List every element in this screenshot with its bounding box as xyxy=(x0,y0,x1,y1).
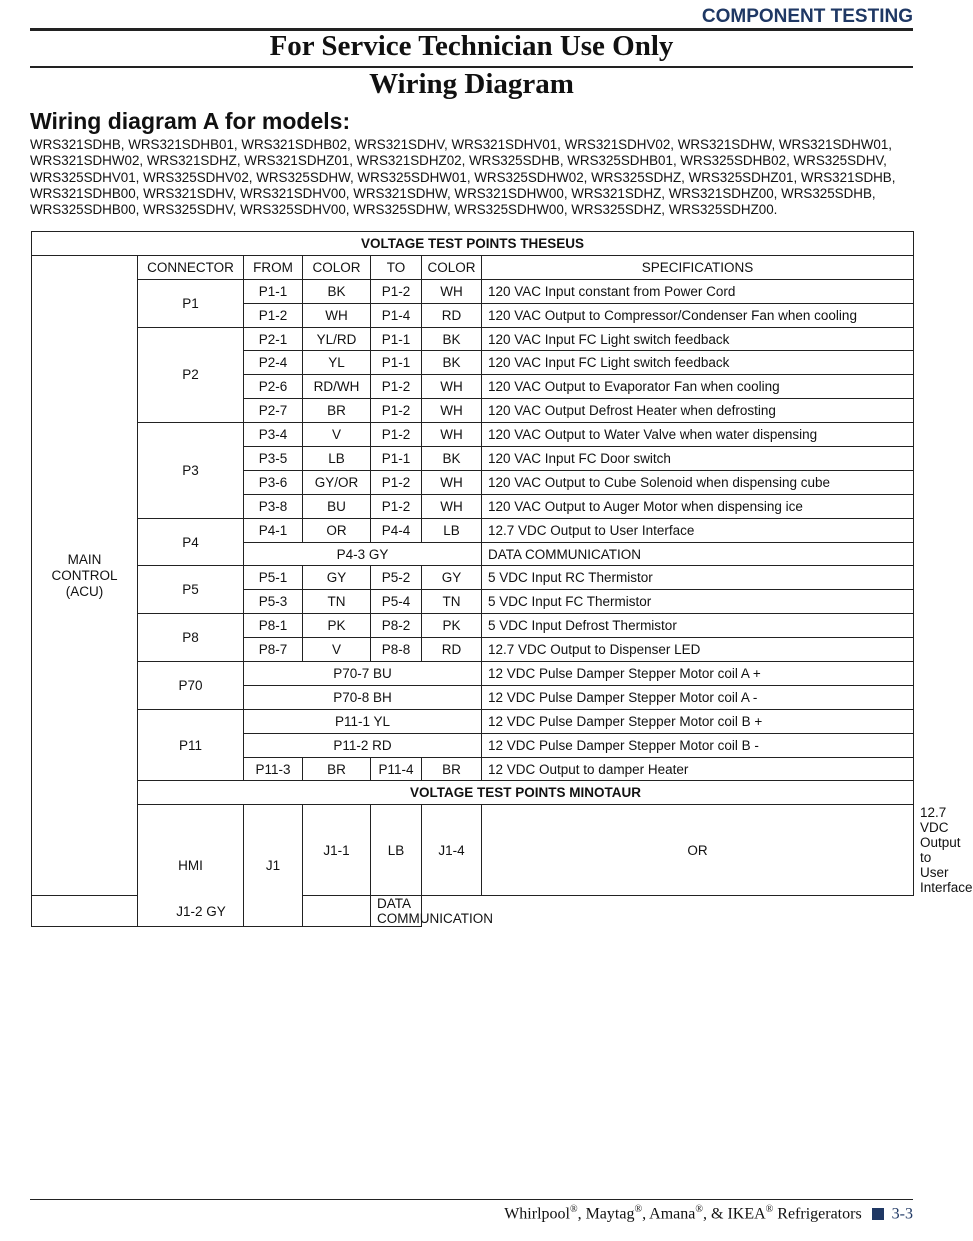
footer-brand-whirlpool: Whirlpool xyxy=(504,1205,570,1223)
color-cell: BR xyxy=(303,757,371,781)
color-cell: GY xyxy=(303,566,371,590)
spec-cell: 120 VAC Output to Cube Solenoid when dispensing cube xyxy=(482,470,914,494)
table-row xyxy=(32,709,914,733)
spec-cell: 120 VAC Output to Compressor/Condenser Fan when cooling xyxy=(482,303,914,327)
spec-cell: 12.7 VDC Output to User Interface xyxy=(482,518,914,542)
merged-pin-cell: P4-3 GY xyxy=(244,542,482,566)
spec-cell: 12 VDC Pulse Damper Stepper Motor coil A - xyxy=(482,685,914,709)
registered-mark: ® xyxy=(634,1204,643,1215)
connector-cell: P1 xyxy=(138,279,244,327)
color-cell: BR xyxy=(422,757,482,781)
color-cell: BK xyxy=(422,447,482,471)
color-cell: BU xyxy=(303,494,371,518)
page-title: For Service Technician Use Only xyxy=(269,30,674,62)
color-cell: V xyxy=(303,423,371,447)
spec-cell: 12 VDC Output to damper Heater xyxy=(482,757,914,781)
column-header-color: COLOR xyxy=(303,255,371,279)
spec-cell: 120 VAC Input FC Door switch xyxy=(482,447,914,471)
table-row xyxy=(32,327,914,351)
to-cell: J1-4 xyxy=(422,805,482,896)
to-cell: P4-4 xyxy=(371,518,422,542)
from-cell: P5-1 xyxy=(244,566,303,590)
table-row: HMI J1 J1-1 LB J1-4 OR 12.7 VDC Output to User Interface xyxy=(32,805,914,896)
merged-pin-cell: P11-2 RD xyxy=(244,733,482,757)
table-row xyxy=(32,279,914,303)
spec-cell: 12 VDC Pulse Damper Stepper Motor coil A + xyxy=(482,662,914,686)
connector-cell: P8 xyxy=(138,614,244,662)
column-header-to: TO xyxy=(371,255,422,279)
spec-cell: 5 VDC Input FC Thermistor xyxy=(482,590,914,614)
to-cell: P1-2 xyxy=(371,375,422,399)
table-row xyxy=(32,662,914,686)
table-row xyxy=(32,518,914,542)
from-cell: P8-7 xyxy=(244,638,303,662)
from-cell: P1-1 xyxy=(244,279,303,303)
spec-cell: 12 VDC Pulse Damper Stepper Motor coil B - xyxy=(482,733,914,757)
to-cell: P8-2 xyxy=(371,614,422,638)
footer-brand-amana: , Amana xyxy=(642,1205,696,1223)
from-cell: P2-6 xyxy=(244,375,303,399)
column-header-connector: CONNECTOR xyxy=(138,255,244,279)
color-cell: TN xyxy=(422,590,482,614)
color-cell: GY/OR xyxy=(303,470,371,494)
from-cell: P4-1 xyxy=(244,518,303,542)
from-cell: P2-7 xyxy=(244,399,303,423)
color-cell: OR xyxy=(482,805,914,896)
to-cell: P1-2 xyxy=(371,494,422,518)
column-header-from: FROM xyxy=(244,255,303,279)
from-cell: P2-4 xyxy=(244,351,303,375)
color-cell: YL xyxy=(303,351,371,375)
table-title-theseus: VOLTAGE TEST POINTS THESEUS xyxy=(32,232,914,256)
color-cell: WH xyxy=(422,423,482,447)
from-cell: J1-1 xyxy=(303,805,371,896)
color-cell: WH xyxy=(422,279,482,303)
spec-cell: 120 VAC Output to Evaporator Fan when cooling xyxy=(482,375,914,399)
spec-cell: 120 VAC Output to Auger Motor when dispensing ice xyxy=(482,494,914,518)
spec-cell: 120 VAC Input constant from Power Cord xyxy=(482,279,914,303)
page-footer xyxy=(504,1204,913,1223)
voltage-test-table xyxy=(31,231,973,927)
spec-cell: 120 VAC Output Defrost Heater when defrosting xyxy=(482,399,914,423)
table-row xyxy=(32,614,914,638)
color-cell: YL/RD xyxy=(303,327,371,351)
merged-pin-cell: P70-8 BH xyxy=(244,685,482,709)
main-control-label: MAIN CONTROL (ACU) xyxy=(32,255,138,895)
spec-cell: DATA COMMUNICATION xyxy=(482,542,914,566)
page-number: 3-3 xyxy=(891,1205,913,1223)
table-row xyxy=(32,423,914,447)
from-cell: P3-6 xyxy=(244,470,303,494)
to-cell: P1-2 xyxy=(371,470,422,494)
color-cell: WH xyxy=(422,494,482,518)
from-cell: P11-3 xyxy=(244,757,303,781)
to-cell: P5-2 xyxy=(371,566,422,590)
color-cell: WH xyxy=(422,470,482,494)
connector-cell: P4 xyxy=(138,518,244,566)
footer-rule xyxy=(30,1199,913,1200)
from-cell: P3-8 xyxy=(244,494,303,518)
to-cell: P1-2 xyxy=(371,423,422,447)
registered-mark: ® xyxy=(765,1204,774,1215)
color-cell: LB xyxy=(371,805,422,896)
column-header-color: COLOR xyxy=(422,255,482,279)
color-cell: RD/WH xyxy=(303,375,371,399)
to-cell: P1-1 xyxy=(371,447,422,471)
spec-cell: 120 VAC Input FC Light switch feedback xyxy=(482,327,914,351)
spec-cell: 5 VDC Input Defrost Thermistor xyxy=(482,614,914,638)
to-cell: P11-4 xyxy=(371,757,422,781)
color-cell: TN xyxy=(303,590,371,614)
color-cell: BR xyxy=(303,399,371,423)
merged-pin-cell: P11-1 YL xyxy=(244,709,482,733)
table-title-minotaur: VOLTAGE TEST POINTS MINOTAUR xyxy=(138,781,914,805)
color-cell: WH xyxy=(303,303,371,327)
footer-brand-maytag: , Maytag xyxy=(577,1205,635,1223)
to-cell: P1-4 xyxy=(371,303,422,327)
color-cell: BK xyxy=(303,279,371,303)
square-bullet-icon xyxy=(872,1208,884,1220)
color-cell: BK xyxy=(422,351,482,375)
spec-cell: 120 VAC Input FC Light switch feedback xyxy=(482,351,914,375)
registered-mark: ® xyxy=(569,1204,578,1215)
merged-pin-cell: J1-2 GY xyxy=(32,896,371,927)
color-cell: RD xyxy=(422,303,482,327)
to-cell: P1-2 xyxy=(371,279,422,303)
connector-cell: P70 xyxy=(138,662,244,710)
models-heading: Wiring diagram A for models: xyxy=(30,108,351,134)
color-cell: BK xyxy=(422,327,482,351)
from-cell: P1-2 xyxy=(244,303,303,327)
connector-cell: P3 xyxy=(138,423,244,519)
color-cell: WH xyxy=(422,375,482,399)
color-cell: RD xyxy=(422,638,482,662)
from-cell: P8-1 xyxy=(244,614,303,638)
merged-pin-cell: P70-7 BU xyxy=(244,662,482,686)
to-cell: P1-1 xyxy=(371,327,422,351)
color-cell: LB xyxy=(422,518,482,542)
to-cell: P1-1 xyxy=(371,351,422,375)
color-cell: OR xyxy=(303,518,371,542)
from-cell: P3-4 xyxy=(244,423,303,447)
from-cell: P3-5 xyxy=(244,447,303,471)
connector-cell: J1 xyxy=(244,805,303,927)
spec-cell: 12.7 VDC Output to Dispenser LED xyxy=(482,638,914,662)
column-header-specifications: SPECIFICATIONS xyxy=(482,255,914,279)
to-cell: P1-2 xyxy=(371,399,422,423)
section-tag: COMPONENT TESTING xyxy=(701,6,913,27)
color-cell: LB xyxy=(303,447,371,471)
spec-cell: 12 VDC Pulse Damper Stepper Motor coil B + xyxy=(482,709,914,733)
footer-refrigerators: Refrigerators xyxy=(773,1205,862,1223)
to-cell: P8-8 xyxy=(371,638,422,662)
to-cell: P5-4 xyxy=(371,590,422,614)
table-row xyxy=(32,896,914,927)
from-cell: P2-1 xyxy=(244,327,303,351)
connector-cell: P2 xyxy=(138,327,244,423)
registered-mark: ® xyxy=(695,1204,703,1215)
color-cell: PK xyxy=(303,614,371,638)
color-cell: PK xyxy=(422,614,482,638)
spec-cell: 120 VAC Output to Water Valve when water dispensing xyxy=(482,423,914,447)
connector-cell: P5 xyxy=(138,566,244,614)
hmi-label: HMI xyxy=(138,805,244,927)
color-cell: GY xyxy=(422,566,482,590)
models-list: WRS321SDHB, WRS321SDHB01, WRS321SDHB02, WRS321SDHV, WRS321SDHV01, WRS321SDHV02, WRS321SDHW, WRS321SDHW01, WRS321SDHW02, WRS321SDHZ, WRS321SDHZ01, WRS321SDHZ02, WRS325SDHB, WRS325SDHB01, WRS325SDHB02, WRS325SDHV, WRS325SDHV01, WRS325SDHV02, WRS325SDHW, WRS325SDHW01, WRS325SDHW02, WRS325SDHZ, WRS325SDHZ01, WRS321SDHB, WRS321SDHB00, WRS321SDHV, WRS321SDHV00, WRS321SDHW, WRS321SDHW00, WRS321SDHZ, WRS321SDHZ00, WRS325SDHB, WRS325SDHB00, WRS325SDHV, WRS325SDHV00, WRS325SDHW, WRS325SDHW00, WRS325SDHZ, WRS325SDHZ00. xyxy=(30,137,896,218)
table-row xyxy=(32,566,914,590)
page-subtitle: Wiring Diagram xyxy=(369,68,574,100)
footer-brand-ikea: , & IKEA xyxy=(703,1205,766,1223)
spec-cell: DATA COMMUNICATION xyxy=(371,896,422,927)
color-cell: WH xyxy=(422,399,482,423)
from-cell: P5-3 xyxy=(244,590,303,614)
color-cell: V xyxy=(303,638,371,662)
spec-cell: 5 VDC Input RC Thermistor xyxy=(482,566,914,590)
connector-cell: P11 xyxy=(138,709,244,781)
